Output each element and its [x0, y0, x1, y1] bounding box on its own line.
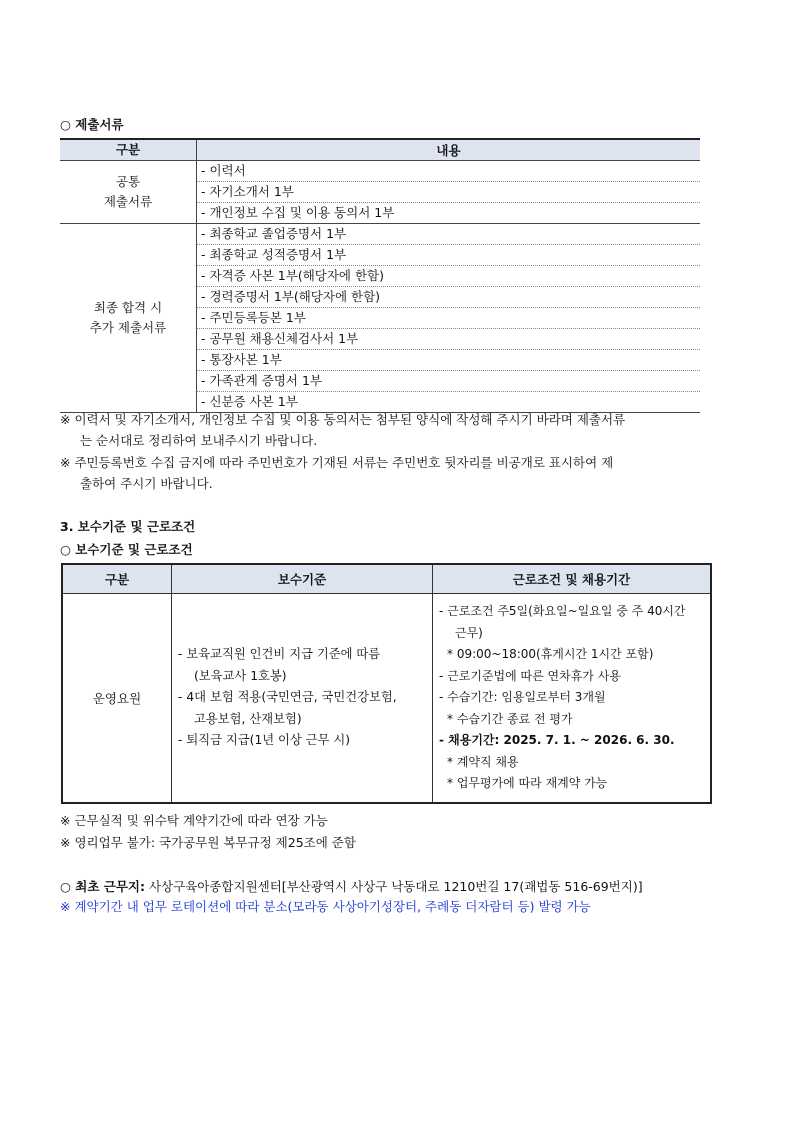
common-items [197, 161, 701, 224]
list-item: - 채용기간: 2025. 7. 1. ~ 2026. 6. 30. [439, 733, 675, 748]
list-item: - 최종학교 졸업증명서 1부 [197, 224, 700, 245]
pay-col-standard: 보수기준 [172, 564, 433, 594]
final-label: 최종 합격 시 추가 제출서류 [60, 224, 197, 413]
docs-col-content: 내용 [197, 139, 701, 161]
pay-note-2: ※ 영리업무 불가: 국가공무원 복무규정 제25조에 준함 [60, 835, 356, 850]
list-item: - 가족관계 증명서 1부 [197, 371, 700, 392]
list-item: * 09:00~18:00(휴게시간 1시간 포함) [447, 647, 654, 662]
standard-cell [172, 594, 433, 804]
docs-table-header [60, 139, 700, 161]
list-item: - 개인정보 수집 및 이용 동의서 1부 [201, 205, 395, 220]
list-item: * 업무평가에 따라 재계약 가능 [447, 776, 608, 791]
list-item: - 자기소개서 1부 [197, 182, 700, 203]
docs-col-category: 구분 [60, 139, 197, 161]
list-item: - 퇴직금 지급(1년 이상 근무 시) [178, 733, 351, 748]
list-item: - 통장사본 1부 [197, 350, 700, 371]
conditions-cell [433, 594, 712, 804]
workplace-note: ※ 계약기간 내 업무 로테이션에 따라 분소(모라동 사상아기성장터, 주례동 더자람터 등) 발령 가능 [60, 899, 591, 914]
list-item: - 최종학교 성적증명서 1부 [197, 245, 700, 266]
list-item: - 신분증 사본 1부 [201, 394, 298, 409]
list-item: * 수습기간 종료 전 평가 [447, 711, 573, 726]
list-item: - 근로기준법에 따른 연차휴가 사용 [439, 668, 621, 683]
list-item: - 자격증 사본 1부(해당자에 한함) [197, 266, 700, 287]
pay-heading: ○ 보수기준 및 근로조건 [60, 542, 193, 557]
common-label: 공통 제출서류 [60, 161, 197, 224]
list-item: 근무) [455, 625, 483, 640]
list-item: * 계약직 채용 [447, 754, 519, 769]
table-row [62, 594, 711, 804]
pay-col-conditions: 근로조건 및 채용기간 [433, 564, 712, 594]
list-item: - 4대 보험 적용(국민연금, 국민건강보험, [178, 690, 397, 705]
final-items [197, 224, 701, 413]
pay-section-title: 3. 보수기준 및 근로조건 [60, 519, 196, 534]
docs-note-2: ※ 주민등록번호 수집 금지에 따라 주민번호가 기재된 서류는 주민번호 뒷자리를 비공개로 표시하여 제 출하여 주시기 바랍니다. [60, 455, 614, 491]
pay-table-header [62, 564, 711, 594]
pay-col-category: 구분 [62, 564, 172, 594]
role-cell: 운영요원 [62, 594, 172, 804]
docs-heading: ○ 제출서류 [60, 117, 124, 132]
list-item: - 경력증명서 1부(해당자에 한함) [197, 287, 700, 308]
workplace-line [60, 876, 720, 897]
list-item: - 주민등록등본 1부 [197, 308, 700, 329]
list-item: - 공무원 채용신체검사서 1부 [197, 329, 700, 350]
docs-note-1: ※ 이력서 및 자기소개서, 개인정보 수집 및 이용 동의서는 첨부된 양식에 작성해 주시기 바라며 제출서류 는 순서대로 정리하여 보내주시기 바랍니다. [60, 412, 626, 448]
pay-note-1: ※ 근무실적 및 위수탁 계약기간에 따라 연장 가능 [60, 813, 328, 828]
pay-table [61, 563, 712, 804]
docs-table [60, 138, 700, 413]
table-row [60, 224, 700, 413]
list-item: - 보육교직원 인건비 지급 기준에 따름 [178, 647, 381, 662]
list-item: - 수습기간: 임용일로부터 3개월 [439, 690, 606, 705]
table-row [60, 161, 700, 224]
workplace-label: ○ 최초 근무지: [60, 879, 145, 894]
workplace-value: 사상구육아종합지원센터[부산광역시 사상구 낙동대로 1210번길 17(괘법동 516-69번지)] [145, 879, 643, 894]
list-item: - 근로조건 주5일(화요일~일요일 중 주 40시간 [439, 604, 686, 619]
list-item: - 이력서 [197, 161, 700, 182]
list-item: 고용보험, 산재보험) [194, 711, 302, 726]
list-item: (보육교사 1호봉) [194, 668, 287, 683]
